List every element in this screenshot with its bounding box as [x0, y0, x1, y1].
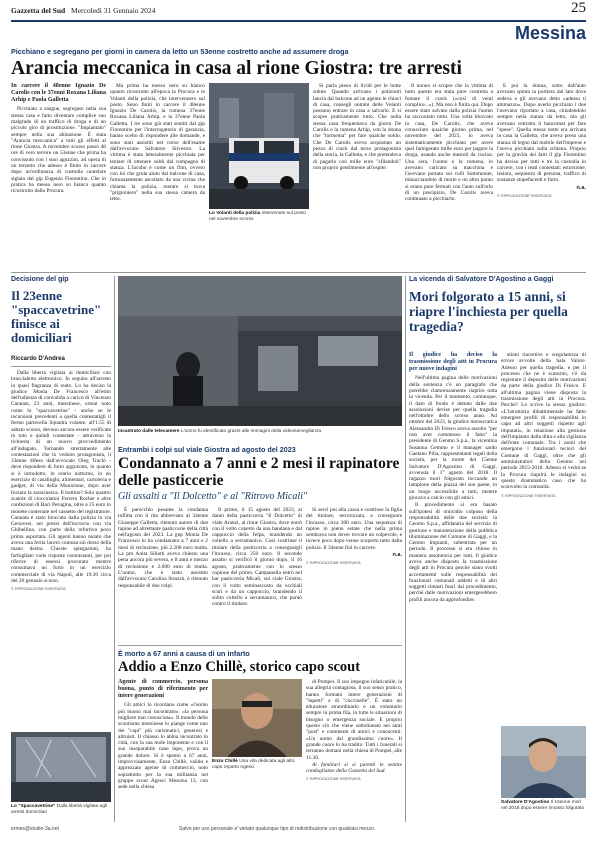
- issue-date: Mercoledì 31 Gennaio 2024: [71, 6, 156, 15]
- divider: [118, 645, 402, 646]
- scout-text-1: Gli amici lo ricordano come «l'uomo più buono mai incontrato». «la persona migliore mai conosciuta». Il mondo dello scoutismo messinese lo piange come uno dei "capi" più carismatici, generosi e altruisti. Il chiasso lo abbia incontrato in città, con la sua mole imponente e con il suo inseparabile cane lupo, prova un grande dolore. Si è spento a 67 anni, improvvisamente, Enzo Chillè, valido e apprezzato agente di commercio, noto soprattutto per la sua militanza nel gruppo scout Agesci Messina 13, con sede nella chiesa: [118, 702, 208, 791]
- gaggi-text-2: Il procedimento si era basato sull'ipotesi di omicidio colposo della responsabilità delle due società: la Genmo S.p.a., affidataria del servizio di gestione e manutenzione della pubblica illuminazione del Comune di Gaggi, e la Genmo Impianti, subentrata per un periodo. Il processo si era chiuso in maniera assolutoria per tutti. Il giudice aveva anche disposto la trasmissione degli atti in Procura perché siano svolti accertamenti sulle responsabilità dei funzionari comunali addetti e di altri soggetti rimasti fuori dal procedimento, perché dalle motivazioni emergerebbero profili ancora da approfondire.: [409, 502, 497, 603]
- spaccavetrine-caption: [11, 804, 111, 818]
- lead-text-1: Picchiato a sangue, segregato nella sua stessa casa e fatto diventare complice suo malgrado di un traffico di droga e di un piccolo giro di prostituzione. "Impiantato" sempre nella sua abitazione. È stata "Arancia meccanica" a tutti gli effetti al rione Giostra. A novembre scorso passò 48 ore di vero terrore un 53enne che prima ha convissuto con i suoi aguzzini, ad opera di un terzetto che adesso è finito in carcere dopo un'ordinanza di custodia cautelare siglata dal gip Eugenio Fiorentino. Che in pratica ha messo nero su bianco quanto ricostruito dalla Procura.: [11, 106, 106, 195]
- divider: [11, 366, 111, 367]
- pastry-signature: n.a.: [392, 552, 402, 559]
- pastry-col-1: [118, 507, 208, 642]
- chille-caption-bold: Enzo Chillè: [212, 759, 238, 764]
- lead-headline: Arancia meccanica in casa al rione Giostra: tre arresti: [11, 58, 462, 79]
- lead-text-4: Il nonno si scopre che la vittima di tutto questo era stata pure costretta a fumare il crack («così di venti complice...»). Ma non è finita qui. Dopo essere stato salvato dalla polizia l'uomo ha raccontato tutto. Una volta bloccato in casa, De Carolis, che aveva conosciuto qualche giorno prima, nel novembre del 2023, lo aveva sistematicamente picchiato per avere quel famigerato mille euro per pagare la droga, usando anche mestoli da cucina. Una sera, l'uomo e la rumena, lo avevano caricato su macchina e l'avevano portato sui colli Sottomonte, minacciandolo di morte e un altro punto si erano pure fermati con l'auto sull'orlo di un precipizio, De Carolis aveva continuato a picchiarlo.: [405, 83, 493, 203]
- gaggi-reserved: © RIPRODUZIONE RISERVATA: [501, 493, 556, 498]
- gaggi-text-3: stioni riacertive e sregolatezza di errore avvolte della Sala Valore. Adesso per quella tragedia, e per il processo che ne è scaturito, c'è da registrare il deposito delle motivazioni da parte della giudice Di Fresco. E all'ultima pagina viene disposta la trasmissione degli atti in Procura. Perché? Lo scrive la stessa giudice: «L'istruttoria dibattimentale ha fatto emergere profili di responsabilità in capo ad altri soggetti rispetto agli imputati», in relazione alla gestione dell'impianto dalla ditta e alla vigilanza dell'ente comunale. Tra i nomi che emergono i funzionari tecnici del Comune di Gaggi, oltre che gli amministratori della Genmo nel periodo 2015-2018. Adesso si vedrà se la Procura riaprirà le indagini su questo drammatico caso che ha sconvolto la comunità.: [501, 352, 586, 491]
- spaccavetrine-caption-bold: Lo "Spaccavetrine": [11, 804, 56, 809]
- dagostino-photo: [501, 726, 586, 798]
- pastry-reserved: © RIPRODUZIONE RISERVATA: [306, 561, 361, 566]
- lead-intro: In carcere il 48enne Ignazio De Carolis con le 37enni Roxana Liliana Arhip e Paola Galletta: [11, 83, 106, 103]
- footer-notice: Salvo per uso personale e' vietato qualunque tipo di redistribuzione con qualsiasi mezzo.: [179, 826, 376, 832]
- chille-caption-text: Una vita dedicata agli altri, capo reparto Agesci: [212, 759, 296, 770]
- scout-headline: Addio a Enzo Chillè, storico capo scout: [118, 659, 361, 675]
- pastry-col-2: [212, 507, 302, 642]
- lead-photo: [209, 83, 309, 209]
- cctv-caption: [118, 429, 402, 437]
- lead-kicker: Picchiano e segregano per giorni in camera da letto un 53enne costretto anche ad assumere droga: [11, 47, 349, 56]
- scout-intro: Agente di commercio, persona buona, punto di riferimento per intere generazioni: [118, 679, 208, 699]
- gaggi-col-2: [501, 352, 586, 722]
- pastry-text-2: Il primo, il 15 agosto del 2023, ai danni della pasticceria "Il Dolcetto" di viale Aranzi, al rione Giostra, dove entrò con il volto coperto da una bandana e dal cappuccio della felpa, brandendo un coltello a serramanico. Così costrinse il titolare della pasticceria a consegnargli l'incasso, circa 250 euro. Il secondo assalto si verificò il giorno dopo, il 16 agosto, praticamente con lo stesso copione del primo. Campanella entrò nel bar pasticceria Micali, sul viale Giostra, con il volto seminascosto da occhiali scuri e da un cappuccio, brandendo il solito coltello a serramanico, che puntò contro il titolare.: [212, 507, 302, 608]
- gip-kicker: Decisione del gip: [11, 276, 69, 283]
- divider: [114, 276, 115, 822]
- lead-col-1: [11, 83, 106, 268]
- pastry-kicker: Entrambi i colpi sul viale Giostra ad agosto del 2023: [118, 445, 296, 454]
- pastry-headline: Condannato a 7 anni e 2 mesi il rapinatore delle pasticcerie: [118, 455, 400, 489]
- lead-signature: n.a.: [576, 184, 586, 191]
- gip-text: Dalla libertà vigilata ai domiciliari con braccialetto elettronico. In seguito all'arresto in quasi flagranza di reato. Lo ha deciso la giudice Monia De Francesco all'esito dell'udienza di convalida a carico di Vincenzo Cannata, 23 anni, messinese, ormai noto come lo "spaccavetrine" - anche se le incursioni precedenti a quella contestatigli il fermo partecella Squadra volante. all'1.55 di sabato scorso, devono ancora essere verificate in toto e quindi contestate - attraverso la richiesta di un nuovo provvedimento all'indagato. Tornando strettamente alle contestazioni che lo vedono protagonista, il 23enne difeso dall'avvocato Oleg Traclò - deve rispondere di furto aggravato, in quanto si è introdotto, in orario notturno, in un esercizio di casalinghi, alimentari, cartoleria e gadget, di via della Munizione, dopo aver forzato la saracinesca. Il bottino? Solo quattro scatole di cioccolatini Ferrero Rocher e altre confezioni di Baci Perugina, oltre a 25 euro in monete contenute nel cassetto del registratore. Cannata è stato bloccato dalla polizia in via Genovesi, nei pressi dell'incrocio con via Ghibellina, con parte della refurtiva poco prima asportata. Gli agenti hanno notato che aveva una ferita lacero contusa sul dorso della mano destra. Chieste spiegazioni, ha farfugliato varie risposte contrastanti, per poi riferire di essersi procurato mentre consumava un furto in un esercizio commerciale di via Napoli, alle 19.30 circa del 26 gennaio scorso.: [11, 370, 111, 584]
- scout-closing: Ai familiari si si parenti le sentite condoglianze della Gazzetta del Sud.: [306, 761, 402, 775]
- gaggi-text-1: Nell'ultima pagina delle motivazioni della sentenza c'è un paragrafo che potrebbe clamorosamente riaprire tutta la vicenda. Per il momento, comunque, il dato di fondo è dettato dalle due assoluzioni decise per quella tragedia nell'ottobre dello scorso anno. Ad ottobre del 2023, la giudice monocratica Alessandra Di Fresco aveva assolto "per non aver commesso il fatto" la presidente di Genmo S.p.a., la vicentina Susanna Gemmo e il manager sardo Gaetano Pilia, rappresentanti legali della società, per la morte del 15enne Salvatore D'Agostino di Gaggi, avvenuta il 1° agosto del 2018. Il ragazzo morì folgorato toccando un lampione della piazza del suo paese, in un luogo accessibile a tutti, mentre giocava a calcio con gli amici.: [409, 375, 497, 502]
- scout-col-1: [118, 679, 208, 791]
- gaggi-kicker: La vicenda di Salvatore D'Agostino a Gaggi: [409, 276, 554, 283]
- lead-caption-bold: Lo Volanti della polizia: [209, 211, 261, 216]
- pastry-col-3: [306, 507, 402, 642]
- lead-col-2: [110, 83, 205, 268]
- gaggi-intro: Il giudice ha deciso la trasmissione degli atti in Procura per nuove indagini: [409, 352, 497, 372]
- page-number: 25: [571, 0, 586, 16]
- scout-kicker: È morto a 67 anni a causa di un infarto: [118, 649, 250, 658]
- divider: [405, 276, 406, 822]
- dagostino-caption-text: Il 15enne morì nel 2018 dopo essere rimasto folgorato: [501, 800, 585, 811]
- lead-caption-text: intervenute sul posto nel novembre scorso: [209, 211, 306, 222]
- pastry-subhead: Gli assalti a "Il Dolcetto" e al "Ritrovo Micali": [118, 491, 308, 502]
- lead-text-5: E poi la donna, sotto dall'auto avevano spinto la portiera dal lato dove sedeva e gli avevano detto «adesso ti ammazzo». Dopo averlo picchiato i due l'avevano riportato a casa, chiudendolo sempre nella stanza da letto, ma gli avevano sottratto il bancomat per fare "spese". Quella stessa notte era arrivata in casa la Galletta, che aveva preso una stanza di legno dal mobile dell'imprese e l'aveva picchiato sulla schiena. Proprio per la gravità dei fatti il gip Fiorentino ha deciso per tutti e tre la custodia in carcere, con i reati contestati: estorsione, lesioni, sequestro di persona, traffico di sostanze stupefacenti e furto.: [497, 83, 586, 184]
- spaccavetrine-photo: [11, 732, 111, 802]
- gip-author: Riccardo D'Andrea: [11, 356, 65, 362]
- chille-photo: [212, 679, 302, 757]
- gaggi-col-1: [409, 352, 497, 822]
- scout-text-2: di Pompei. Il suo impegno infaticabile, la sua allegria contagiosa, il suo senso pratico, hanno formato intere generazioni di "lupetti" e di "coccinelle". È stato un educatore straordinario e un volontario sempre in prima fila, in tutte le situazioni di bisogno o emergenza sociale. E proprio questo ciò che viene sottolineato nei tanti "post" e commenti di amici e conoscenti: «Un uomo dal grandissimo cuore». Il grande cuore lo ha tradito. Tutti i funerali si terranno domani nella chiesa di Pompei, alle 11.30.: [306, 679, 402, 761]
- pastry-text-3: Si servì poi alla cassa e costrinse la figlia del titolare, terrorizzata, a consegnare l'incasso, circa 300 euro. Una sequenza di rapine in pieno estate che nella prima sembrava non dover trovare un colpevole, e invece poco dopo venne scoperto tutto dalla polizia. Il 34enne finì in carcere.: [306, 507, 402, 551]
- divider: [11, 272, 586, 273]
- lead-reserved: © RIPRODUZIONE RISERVATA: [497, 194, 552, 199]
- dagostino-caption: [501, 800, 586, 814]
- masthead: [11, 0, 586, 20]
- pastry-text-1: È parecchio pesante la condanna inflitta con il rito abbreviato al 34enne Giuseppe Galletta, ritenuto autore di due rapine ad altrettante pasticcerie della città nell'agosto del 2023. La gup Monia De Francesco lo ha condannato a 7 anni e 2 mesi di reclusione, più 2.200 euro multa. La pm Anita Siliotti aveva chiesto una pena ancora più severa, e 8 anni e mezzo di reclusione e 2.000 euro di multa. L'uomo, che è stato assistito dall'avvocato Carolina Strazzù, è ritenuto responsabile di due colpi.: [118, 507, 208, 589]
- lead-photo-caption: [209, 211, 309, 225]
- cctv-caption-text: L'uomo fu identificato grazie alle immagini della videosorveglianza: [180, 429, 322, 434]
- lead-col-4: [405, 83, 493, 268]
- gip-headline: Il 23enne "spaccavetrine" finisce ai domiciliari: [11, 288, 102, 345]
- lead-col-5: [497, 83, 586, 268]
- dagostino-caption-bold: Salvatore D'Agostino: [501, 800, 550, 805]
- cctv-photo: [118, 276, 402, 426]
- lead-col-3: [313, 83, 401, 268]
- lead-text-2: Ma prima ha messo nero su bianco quanto ricostruito all'epoca la Procura e le Volanti della polizia, che intervennero sul posto. Sono finiti in carcere il 48enne Ignazio De Carolis, la rumena 37enne Roxana Liliana Arhip, e la 37enne Paola Galletta. I tre sono già stati sentiti dal gip Fiorentino per l'interrogatorio di garanzia, hanno scelto di rispondere alle domande, e sono stati assistiti nel corso dell'esame dall'avvocato Salvatore Silvestro. La vittima è stata letteralmente picchiata per tentare di ottenere soldi dal compagno di stanza. L'incubo è come un film, ovvero con lui che grida aiuto dal balcone di casa, fortunatamente ascoltato da una vicina che chiama la polizia, mentre si trova "prigioniero" nella sua stessa camera da letto.: [110, 83, 205, 203]
- cctv-caption-bold: Incastrato dalle telecamere: [118, 429, 180, 434]
- section-title: Messina: [514, 23, 586, 43]
- footer-email: ermes@studio-3a.net: [11, 826, 59, 832]
- lead-text-3: Si parla pieno di lividi per le botte subite. Quando arrivano i poliziotti lancia dal balcone ad un agente le chiavi di casa, consegli uomini delle Volanti possono entrare in casa a salvarlo. E si scopre praticamente tutto. Che nella stessa casa frequentava da giorni De Carolis e la rumena Arhip, con la donna che "tormenta" per fare qualche soldo. Che De Carolis aveva acquistato un pezzo di crack dal terzo protagonista della storia, la Galletta, e che pretendeva di pagarlo con mille euro "sfilandoli" non proprio gentilmente all'ospite.: [313, 83, 401, 171]
- gip-body: [11, 370, 111, 680]
- chille-caption: [212, 759, 302, 773]
- paper-name: Gazzetta del Sud: [11, 6, 66, 15]
- gip-reserved: © RIPRODUZIONE RISERVATA: [11, 587, 66, 592]
- gaggi-headline: Mori folgorato a 15 anni, si riapre l'inchiesta per quella tragedia?: [409, 289, 568, 334]
- scout-reserved: © RIPRODUZIONE RISERVATA: [306, 777, 361, 782]
- spaccavetrine-caption-text: Dalla libertà vigilata agli arresti domiciliari: [11, 804, 108, 815]
- section-bar: [11, 20, 586, 22]
- scout-col-2: [306, 679, 402, 819]
